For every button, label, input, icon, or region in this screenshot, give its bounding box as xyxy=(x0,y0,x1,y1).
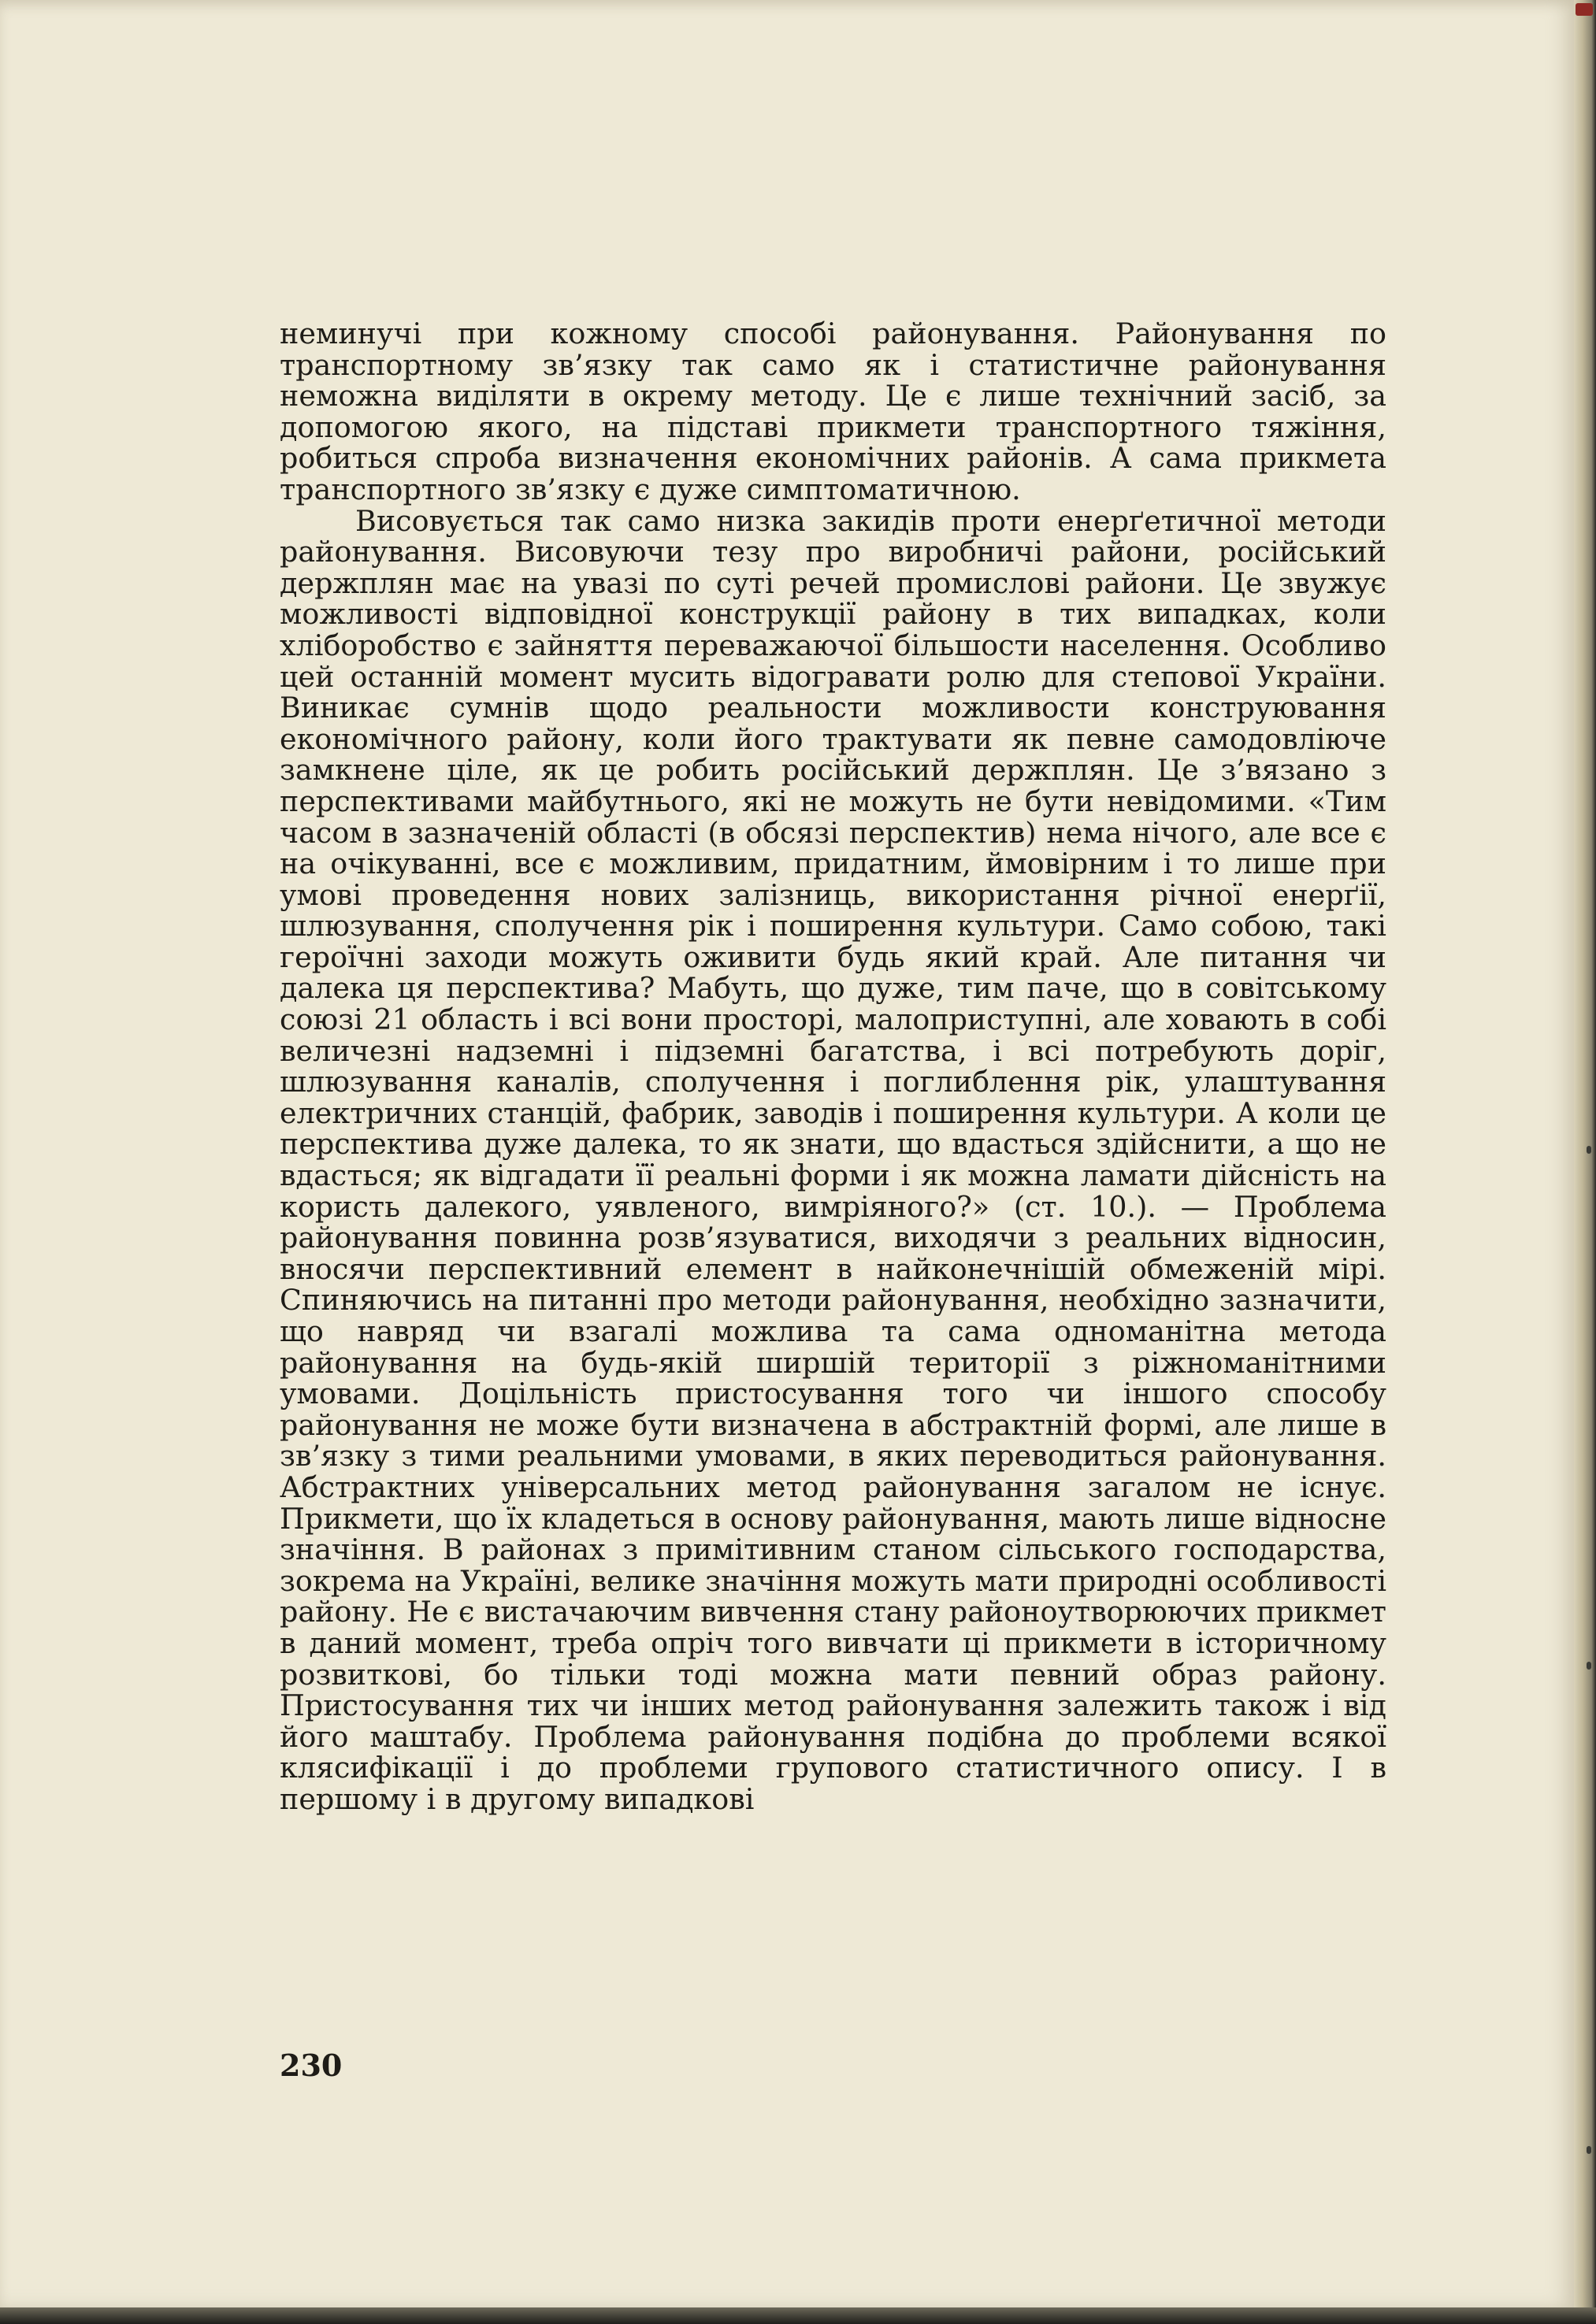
margin-dot-icon xyxy=(1587,1146,1591,1154)
paragraph-main: Висовується так само низка закидів проти енерґетичної методи районування. Висовуючи тезу про виробничі райони, російський держплян має на увазі по суті речей промислові райони. Це звужує можливості відповідної конструкції району в тих випадках, коли хліборобство є зайняття переважаючої більшости населення. Особливо цей останній момент мусить відогравати ролю для степової України. Виникає сумнів щодо реальности можливости конструювання економічного району, коли його трактувати як певне самодовліюче замкнене ціле, як це робить російський держплян. Це з’вязано з перспективами майбутнього, які не можуть не бути невідомими. «Тим часом в зазначеній області (в обсязі перспектив) нема нічого, але все є на очікуванні, все є можливим, придатним, ймовірним і то лише при умові проведення нових залізниць, використання річної енерґії, шлюзування, сполучення рік і поширення культури. Само собою, такі героїчні заходи можуть оживити будь який край. Але питання чи далека ця перспектива? Мабуть, що дуже, тим паче, що в совітському союзі 21 область і всі вони просторі, малоприступні, але ховають в собі величезні надземні і підземні багатства, і всі потребують доріг, шлюзування каналів, сполучення і поглиблення рік, улаштування електричних станцій, фабрик, заводів і поширення культури. А коли це перспектива дуже далека, то як знати, що вдасться здійснити, а що не вдасться; як відгадати її реальні форми і як можна ламати дійсність на користь далекого, уявленого, вимріяного?» (ст. 10.). — Проблема районування повинна розв’язуватися, виходячи з реальних відносин, вносячи перспективний елемент в найконечнішій обмеженій мірі. Спиняючись на питанні про методи районування, необхідно зазначити, що навряд чи взагалі можлива та сама одноманітна метода районування на будь-якій ширшій території з ріжноманітними умовами. Доцільність пристосування того чи іншого способу районування не може бути визначена в абстрактній формі, але лише в зв’язку з тими реальними умовами, в яких переводиться районування. Абстрактних універсальних метод районування загалом не існує. Прикмети, що їх кладеться в основу районування, мають лише відносне значіння. В районах з примітивним станом сільського господарства, зокрема на Україні, велике значіння можуть мати природні особливості району. Не є вистачаючим вивчення стану районоутворюючих прикмет в даний момент, треба опріч того вивчати ці прикмети в історичному розвиткові, бо тільки тоді можна мати певний образ району. Пристосування тих чи інших метод районування залежить також і від його маштабу. Проблема районування подібна до проблеми всякої клясифікації і до проблеми групового статистичного опису. І в першому і в другому випадкові xyxy=(280,503,1386,1816)
paragraph-continuation: неминучі при кожному способі районування. Районування по транспортному зв’язку так само як і статистичне районування неможна виділяти в окрему методу. Це є лише технічний засіб, за допомогою якого, на підставі прикмети транспортного тяжіння, робиться спроба визначення економічних районів. А сама прикмета транспортного зв’язку є дуже симптоматичною. xyxy=(280,317,1386,506)
bottom-edge-shadow xyxy=(0,2307,1596,2324)
margin-dot-icon xyxy=(1587,2146,1591,2154)
page-edge-shadow xyxy=(1574,0,1596,2324)
margin-dot-icon xyxy=(1587,1662,1591,1670)
corner-marker-icon xyxy=(1576,3,1593,16)
page-number: 230 xyxy=(280,2048,343,2083)
page-text xyxy=(280,318,1386,1815)
